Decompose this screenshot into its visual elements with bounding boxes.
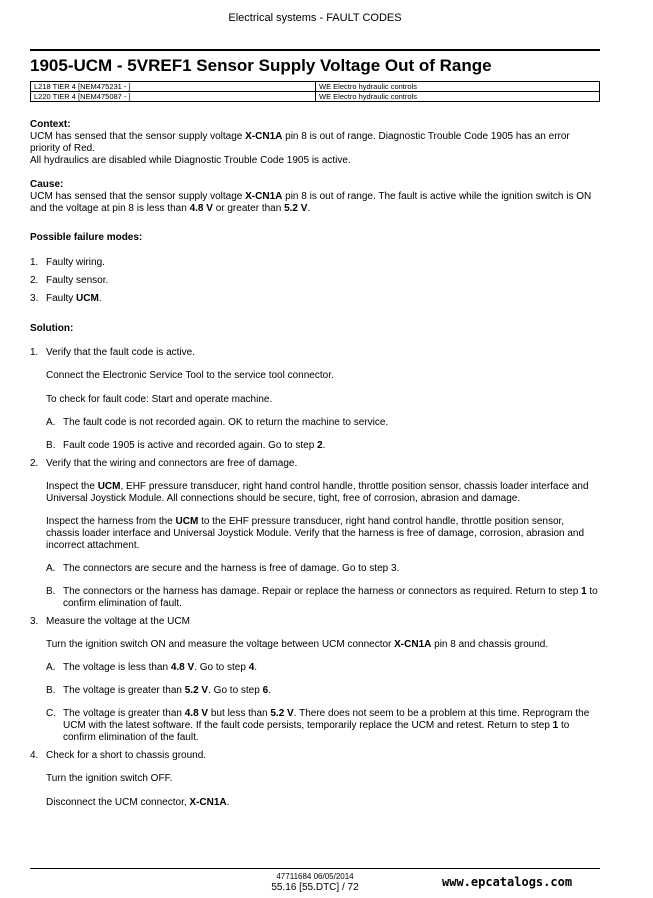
list-text: Faulty wiring. [46,257,105,268]
outcome-b [46,685,600,697]
text: pin 8 and chassis ground. [431,639,549,650]
list-number: 3. [30,293,39,304]
outcome-b [46,440,600,452]
model-applicability-table [30,81,600,102]
text: . There does not seem to be a problem at this time. Reprogram the UCM with the latest software. If the fault code persists, temporarily replace the UCM and retest. Return to step [63,708,590,731]
footer-page-number: 55.16 [55.DTC] / 72 [271,882,359,893]
outcome-text: The voltage is greater than [63,708,185,719]
connector-ref: X-CN1A [189,797,227,808]
text: Inspect the [46,481,98,492]
outcome-letter: B. [46,685,56,696]
text: . [322,440,326,451]
outcome-letter: C. [46,708,56,719]
text: . Go to step [194,662,249,673]
step-text: Verify that the fault code is active. [46,347,195,358]
step-text: Measure the voltage at the UCM [46,616,190,627]
module-ref: UCM [175,516,199,527]
text: . Go to step [208,685,263,696]
list-number: 1. [30,257,39,268]
solution-step-4 [30,750,600,809]
step-number: 3. [30,616,39,627]
connector-ref: X-CN1A [394,639,432,650]
running-header: Electrical systems - FAULT CODES [228,12,402,24]
list-number: 2. [30,275,39,286]
text: , EHF pressure transducer, right hand control handle, throttle position sensor, chassis loader interface and Universal Joystick Module. All connections should be secure, tight, free of corrosion, abrasion and damage. [46,481,589,504]
solution-step-3 [30,616,600,744]
outcome-letter: A. [46,417,56,428]
voltage-value: 5.2 V [270,708,294,719]
text: . [254,662,258,673]
step-text: Check for a short to chassis ground. [46,750,207,761]
outcome-letter: A. [46,662,56,673]
step-instruction [46,481,600,505]
system-cell: WE Electro hydraulic controls [316,92,600,102]
cause-label: Cause: [30,179,64,190]
document-body [30,119,600,815]
outcome-letter: B. [46,586,56,597]
step-ref: 2 [317,440,323,451]
outcome-letter: B. [46,440,56,451]
list-item [30,293,600,305]
step-number: 4. [30,750,39,761]
text: UCM has sensed that the sensor supply voltage [30,131,246,142]
system-cell: WE Electro hydraulic controls [316,82,600,92]
outcome-text: The fault code is not recorded again. OK to return the machine to service. [63,417,389,428]
solution-label: Solution: [30,323,74,334]
outcome-a [46,417,600,429]
list-text: Faulty [46,293,77,304]
outcome-text: Fault code 1905 is active and recorded again. Go to step [63,440,318,451]
voltage-value: 4.8 V [170,662,195,673]
outcome-text: The voltage is greater than [63,685,185,696]
text: . [98,293,102,304]
model-cell: L220 TIER 4 [NEM475087 - ] [31,92,316,102]
connector-ref: X-CN1A [245,131,283,142]
model-cell: L218 TIER 4 [NEM475231 - ] [31,82,316,92]
text: Disconnect the UCM connector, [46,797,190,808]
footer-divider [30,868,600,869]
module-ref: UCM [76,293,99,304]
text: . [226,797,230,808]
outcome-a [46,563,600,575]
text: pin 8 is out of range. Diagnostic Trouble Code 1905 has an error priority of Red. [30,131,570,154]
watermark: www.epcatalogs.com [442,875,573,889]
context-text [30,131,600,155]
cause-section [30,179,600,215]
text: to confirm elimination of fault. [63,586,598,609]
voltage-value: 5.2 V [284,203,308,214]
voltage-value: 4.8 V [189,203,213,214]
text: to the EHF pressure transducer, right hand control handle, throttle position sensor, chassis loader interface and Universal Joystick Module. Verify that the harness is free of damage, corrosion, abrasion and incorrect attachment. [46,516,585,551]
outcome-a [46,662,600,674]
step-instruction: To check for fault code: Start and operate machine. [46,394,273,405]
step-instruction [46,516,600,552]
solution-step-1 [30,347,600,452]
step-instruction [46,797,600,809]
solution-section [30,323,600,809]
outcome-text: The voltage is less than [63,662,171,673]
context-text-2: All hydraulics are disabled while Diagnostic Trouble Code 1905 is active. [30,155,351,166]
module-ref: UCM [97,481,121,492]
step-ref: 1 [552,720,559,731]
voltage-value: 5.2 V [184,685,209,696]
outcome-c [46,708,600,744]
text: . [307,203,311,214]
text: Turn the ignition switch ON and measure the voltage between UCM connector [46,639,395,650]
text: UCM has sensed that the sensor supply voltage [30,191,246,202]
footer-doc-number: 47711684 06/05/2014 [276,872,354,881]
text: but less than [208,708,271,719]
context-label: Context: [30,119,71,130]
step-instruction: Connect the Electronic Service Tool to the service tool connector. [46,370,334,381]
text: . [268,685,271,696]
outcome-text: The connectors or the harness has damage. Repair or replace the harness or connectors as required. Return to step [63,586,582,597]
failure-modes-list [30,257,600,305]
text: to confirm elimination of the fault. [63,720,570,743]
failure-modes-label: Possible failure modes: [30,232,143,243]
outcome-text: The connectors are secure and the harness is free of damage. Go to step 3. [63,563,400,574]
text: Inspect the harness from the [46,516,176,527]
list-item [30,257,600,269]
list-text: Faulty sensor. [46,275,109,286]
context-section [30,119,600,167]
step-ref: 4 [248,662,255,673]
page-title: 1905-UCM - 5VREF1 Sensor Supply Voltage Out of Range [30,49,600,76]
step-ref: 1 [581,586,587,597]
list-item [30,275,600,287]
outcome-b [46,586,600,610]
step-instruction [46,639,600,651]
step-ref: 6 [262,685,269,696]
step-text: Verify that the wiring and connectors are free of damage. [46,458,298,469]
table-row [31,82,600,92]
voltage-value: 4.8 V [184,708,209,719]
table-row [31,92,600,102]
failure-modes-section [30,232,600,305]
solution-step-2 [30,458,600,610]
step-instruction: Turn the ignition switch OFF. [46,773,173,784]
text: pin 8 is out of range. The fault is active while the ignition switch is ON and the voltage at pin 8 is less than [30,191,592,214]
connector-ref: X-CN1A [245,191,283,202]
cause-text [30,191,600,215]
text: or greater than [212,203,285,214]
step-number: 2. [30,458,39,469]
step-number: 1. [30,347,39,358]
outcome-letter: A. [46,563,56,574]
